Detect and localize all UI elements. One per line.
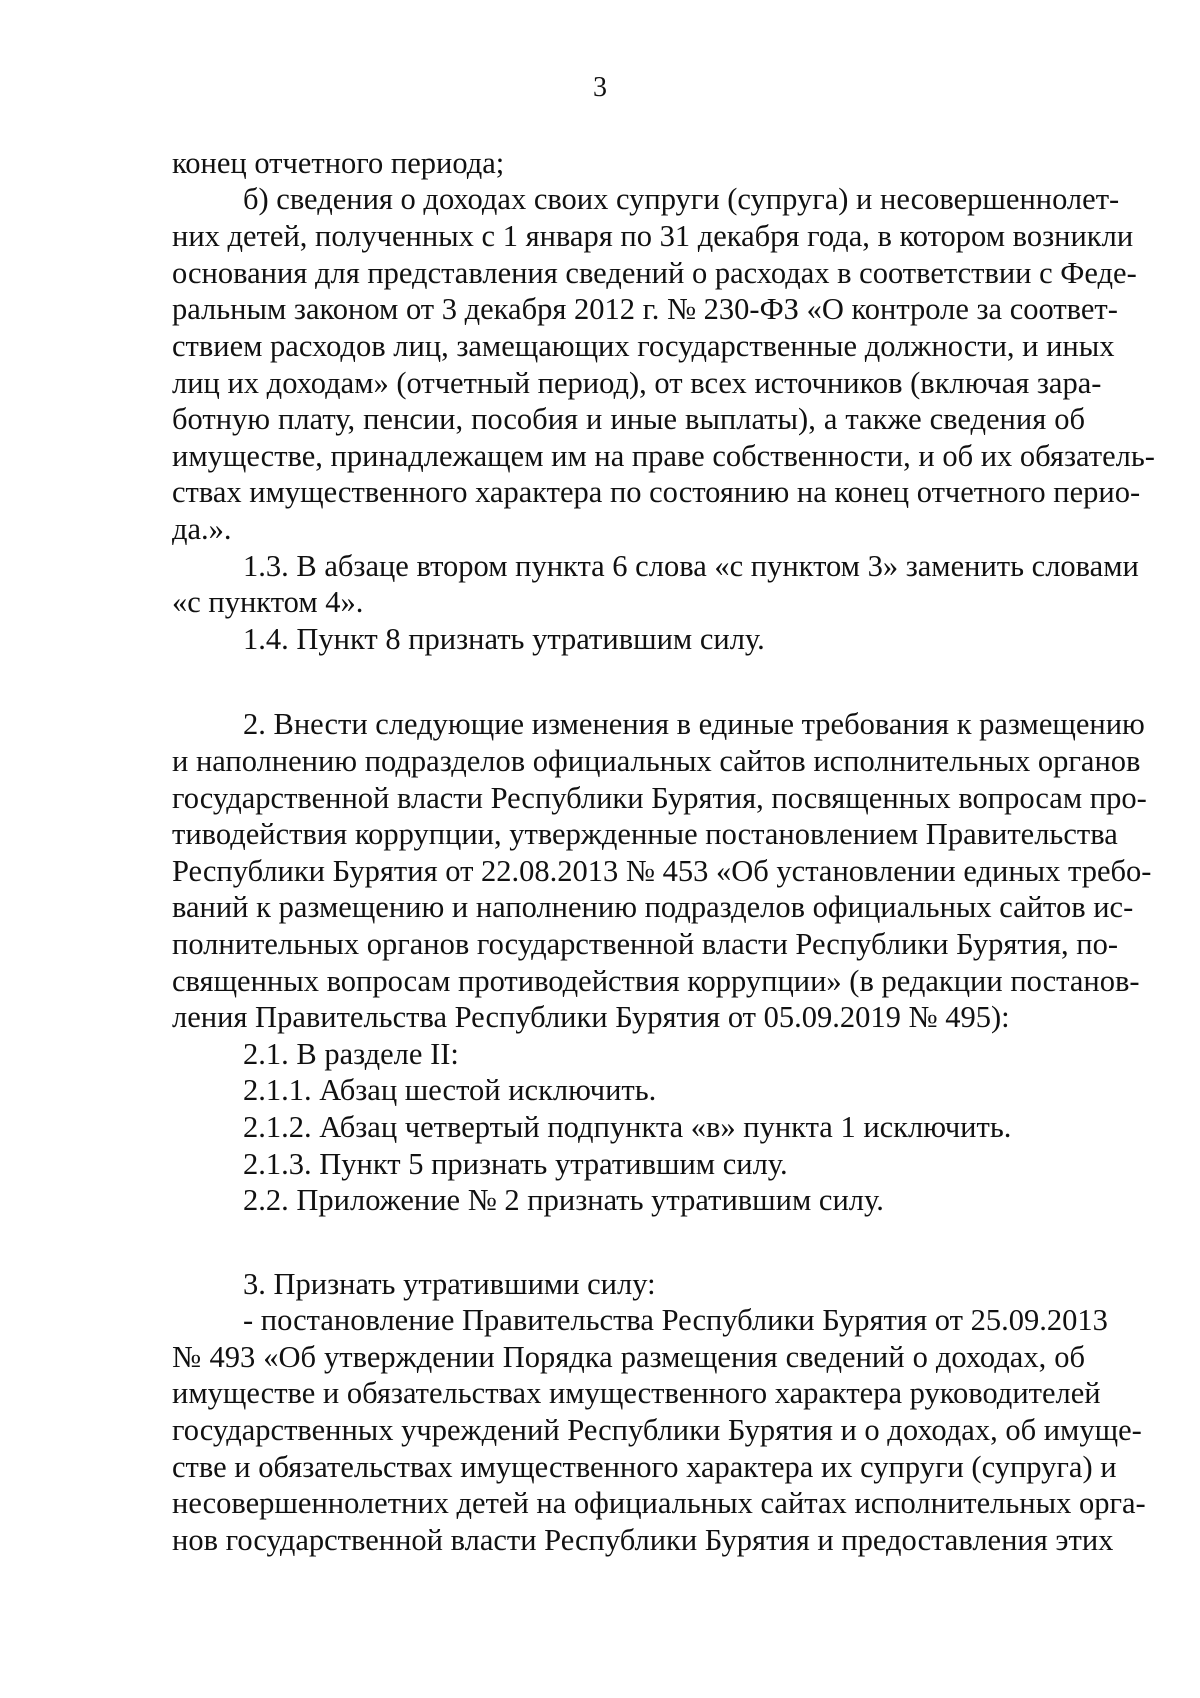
text-line: ствием расходов лиц, замещающих государственные должности, и иных bbox=[172, 329, 1115, 363]
text-line: имуществе, принадлежащем им на праве собственности, и об их обязатель- bbox=[172, 439, 1155, 473]
text-line: основания для представления сведений о расходах в соответствии с Феде- bbox=[172, 256, 1137, 290]
text-line: государственных учреждений Республики Бурятия и о доходах, об имуще- bbox=[172, 1413, 1142, 1447]
text-line: 2.1.2. Абзац четвертый подпункта «в» пункта 1 исключить. bbox=[243, 1110, 1012, 1144]
text-line: нов государственной власти Республики Бурятия и предоставления этих bbox=[172, 1523, 1114, 1557]
text-line: 2.1. В разделе II: bbox=[243, 1037, 459, 1071]
text-line: ления Правительства Республики Бурятия от 05.09.2019 № 495): bbox=[172, 1000, 1010, 1034]
text-line: 2.1.3. Пункт 5 признать утратившим силу. bbox=[243, 1147, 788, 1181]
text-line: несовершеннолетних детей на официальных сайтах исполнительных орга- bbox=[172, 1486, 1146, 1520]
text-line: 2.2. Приложение № 2 признать утратившим силу. bbox=[243, 1183, 884, 1217]
text-line: конец отчетного периода; bbox=[172, 146, 505, 180]
text-line: 2.1.1. Абзац шестой исключить. bbox=[243, 1073, 657, 1107]
text-line: б) сведения о доходах своих супруги (супруга) и несовершеннолет- bbox=[243, 182, 1120, 216]
text-line: полнительных органов государственной власти Республики Бурятия, по- bbox=[172, 927, 1119, 961]
text-line: государственной власти Республики Бурятия, посвященных вопросам про- bbox=[172, 781, 1147, 815]
text-line: ральным законом от 3 декабря 2012 г. № 230-ФЗ «О контроле за соответ- bbox=[172, 292, 1118, 326]
text-line: «с пунктом 4». bbox=[172, 585, 364, 619]
text-line: тиводействия коррупции, утвержденные постановлением Правительства bbox=[172, 817, 1118, 851]
text-line: стве и обязательствах имущественного характера их супруги (супруга) и bbox=[172, 1450, 1117, 1484]
text-line: 1.3. В абзаце втором пункта 6 слова «с пунктом 3» заменить словами bbox=[243, 549, 1139, 583]
text-line: 3. Признать утратившими силу: bbox=[243, 1267, 656, 1301]
text-line: ваний к размещению и наполнению подразделов официальных сайтов ис- bbox=[172, 890, 1134, 924]
text-line: и наполнению подразделов официальных сайтов исполнительных органов bbox=[172, 744, 1141, 778]
text-line: них детей, полученных с 1 января по 31 декабря года, в котором возникли bbox=[172, 219, 1134, 253]
text-line: - постановление Правительства Республики Бурятия от 25.09.2013 bbox=[243, 1303, 1108, 1337]
text-line: священных вопросам противодействия коррупции» (в редакции постанов- bbox=[172, 964, 1140, 998]
text-line: 1.4. Пункт 8 признать утратившим силу. bbox=[243, 622, 765, 656]
text-line: лиц их доходам» (отчетный период), от всех источников (включая зара- bbox=[172, 366, 1102, 400]
text-line: 2. Внести следующие изменения в единые требования к размещению bbox=[243, 707, 1145, 741]
text-line: Республики Бурятия от 22.08.2013 № 453 «Об установлении единых требо- bbox=[172, 854, 1152, 888]
page-number: 3 bbox=[593, 72, 607, 103]
text-line: имуществе и обязательствах имущественного характера руководителей bbox=[172, 1376, 1101, 1410]
text-line: ботную плату, пенсии, пособия и иные выплаты), а также сведения об bbox=[172, 402, 1085, 436]
text-line: № 493 «Об утверждении Порядка размещения сведений о доходах, об bbox=[172, 1340, 1085, 1374]
text-line: да.». bbox=[172, 512, 232, 546]
text-line: ствах имущественного характера по состоянию на конец отчетного перио- bbox=[172, 475, 1141, 509]
